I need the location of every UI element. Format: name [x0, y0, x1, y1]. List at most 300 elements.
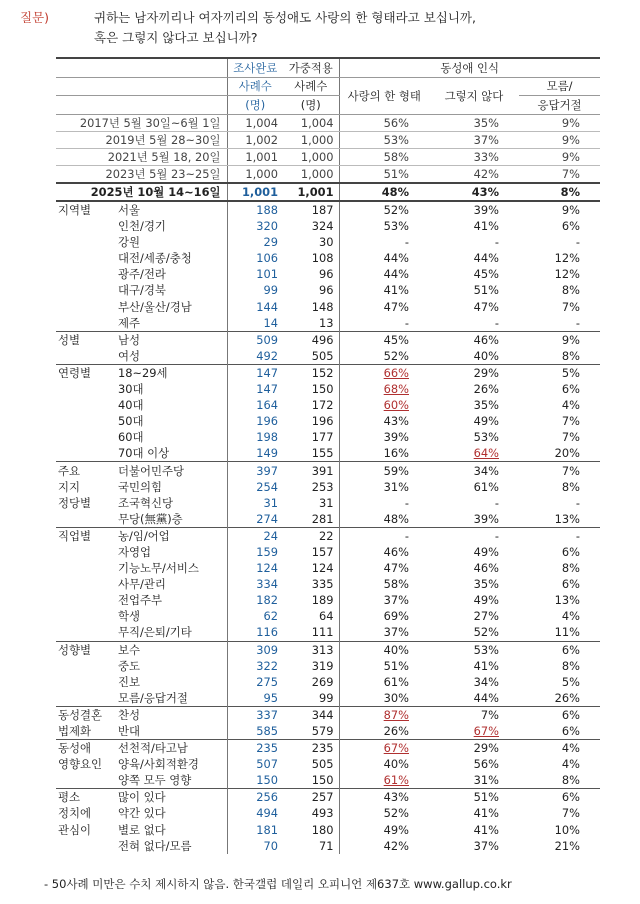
header-row-3 — [56, 96, 600, 115]
weighted-count: 157 — [311, 544, 334, 559]
pct-love-value: 44% — [383, 251, 409, 266]
pct-not-value: 51% — [473, 283, 499, 298]
group-label — [56, 299, 116, 315]
table-row — [56, 479, 600, 495]
pct-love — [339, 331, 429, 348]
pct-love — [339, 397, 429, 413]
sample-count: 1,002 — [227, 131, 283, 148]
pct-dk: 7% — [519, 462, 600, 479]
pct-dk: 26% — [554, 690, 580, 705]
row-name: 많이 있다 — [116, 789, 227, 806]
row-name: 60대 — [118, 430, 144, 445]
sample-count: 235 — [227, 740, 283, 757]
row-name: 대구/경북 — [118, 283, 166, 298]
pct-love — [339, 723, 429, 740]
pct-dk: 7% — [561, 430, 580, 445]
weighted-count: 30 — [319, 235, 334, 250]
pct-love — [339, 315, 429, 332]
row-name: 무직/은퇴/기타 — [118, 625, 192, 640]
group-label: 직업별 — [56, 527, 116, 544]
pct-not-value: 49% — [473, 414, 499, 429]
pct-love-value: - — [404, 315, 409, 330]
weighted-count: 344 — [283, 706, 339, 723]
sample-count: 198 — [227, 429, 283, 445]
pct-not — [429, 413, 519, 429]
pct-not — [429, 348, 519, 365]
pct-love — [339, 822, 429, 838]
group-label — [56, 658, 116, 674]
sample-count: 1,004 — [227, 114, 283, 131]
group-label: 동성애 — [56, 740, 116, 757]
pct-love — [339, 299, 429, 315]
trend-period: 2017년 5월 30일~6월 1일 — [56, 114, 227, 131]
table-row — [56, 690, 600, 707]
table-row — [56, 772, 600, 789]
group-label — [56, 544, 116, 560]
sample-count: 29 — [227, 234, 283, 250]
sample-count: 150 — [227, 772, 283, 789]
pct-love-value: 49% — [383, 822, 409, 837]
pct-love — [339, 674, 429, 690]
group-label — [56, 234, 116, 250]
table-row — [56, 299, 600, 315]
row-name: 약간 있다 — [118, 806, 166, 821]
sample-count: 147 — [227, 364, 283, 381]
pct-dk: 13% — [554, 593, 580, 608]
pct-dk: 9% — [561, 203, 580, 218]
weighted-count: 108 — [311, 251, 334, 266]
sample-count: 164 — [227, 397, 283, 413]
pct-love-value: 45% — [383, 332, 409, 347]
pct-love — [339, 445, 429, 462]
pct-dk: 7% — [561, 414, 580, 429]
pct-dk: 8% — [561, 658, 580, 673]
pct-dk: 8% — [561, 348, 580, 363]
question-block — [20, 8, 630, 48]
pct-dk: 6% — [561, 544, 580, 559]
pct-not — [429, 479, 519, 495]
total-row — [56, 183, 600, 201]
group-label — [56, 511, 116, 528]
pct-not — [429, 331, 519, 348]
pct-not — [429, 299, 519, 315]
weighted-count: 22 — [283, 527, 339, 544]
pct-dk: 12% — [554, 251, 580, 266]
sample-count: 31 — [227, 495, 283, 511]
pct-love-value: 43% — [383, 790, 409, 805]
pct-love-value: 42% — [383, 838, 409, 853]
pct-dk: 7% — [561, 299, 580, 314]
pct-not — [429, 397, 519, 413]
sample-count: 149 — [227, 445, 283, 462]
header-weighted: 가중적용 — [283, 58, 339, 77]
sample-count: 144 — [227, 299, 283, 315]
group-label: 지역별 — [58, 203, 92, 218]
row-name: 기능노무/서비스 — [118, 561, 199, 576]
pct-love-value: 68% — [383, 382, 409, 397]
pct-not — [429, 624, 519, 641]
weighted-count: 1,000 — [283, 148, 339, 165]
sample-count: 507 — [227, 756, 283, 772]
header-row-1 — [56, 58, 600, 77]
pct-not — [429, 364, 519, 381]
group-label: 주요 — [56, 462, 116, 479]
pct-love — [339, 413, 429, 429]
pct-not-value: 44% — [473, 251, 499, 266]
pct-love — [339, 429, 429, 445]
row-name: 더불어민주당 — [116, 462, 227, 479]
trend-period: 2019년 5월 28~30일 — [56, 131, 227, 148]
pct-dk: 7% — [561, 806, 580, 821]
pct-not-value: 45% — [473, 267, 499, 282]
trend-row — [56, 114, 600, 131]
weighted-count: 189 — [311, 593, 334, 608]
table-row — [56, 756, 600, 772]
sample-count: 14 — [227, 315, 283, 332]
table-row — [56, 624, 600, 641]
pct-dk: 8% — [519, 183, 600, 201]
pct-love-value: 61% — [383, 674, 409, 689]
pct-not — [429, 218, 519, 234]
weighted-count: 253 — [311, 479, 334, 494]
row-name: 70대 이상 — [118, 446, 170, 461]
pct-love — [339, 624, 429, 641]
pct-love — [339, 592, 429, 608]
table-row — [56, 429, 600, 445]
pct-not — [429, 608, 519, 624]
pct-love-value: 39% — [383, 430, 409, 445]
pct-love-value: 53% — [383, 219, 409, 234]
group-label — [56, 381, 116, 397]
pct-dk: 8% — [561, 479, 580, 494]
group-label: 정치에 — [58, 806, 92, 821]
group-label: 법제화 — [58, 724, 92, 739]
table-row — [56, 544, 600, 560]
question-line-1: 귀하는 남자끼리나 여자끼리의 동성애도 사랑의 한 형태라고 보십니까, — [94, 10, 476, 25]
group-label — [56, 282, 116, 298]
pct-love — [339, 381, 429, 397]
row-name: 30대 — [118, 382, 144, 397]
group-label — [56, 348, 116, 365]
pct-love-value: 51% — [383, 658, 409, 673]
weighted-count: 124 — [311, 561, 334, 576]
row-name: 선천적/타고남 — [116, 740, 227, 757]
pct-not-value: - — [494, 235, 499, 250]
pct-love-value: - — [404, 528, 409, 543]
pct-love — [339, 364, 429, 381]
pct-love-value: 47% — [383, 561, 409, 576]
group-label — [56, 266, 116, 282]
row-name: 40대 — [118, 398, 144, 413]
row-name: 광주/전라 — [118, 267, 166, 282]
pct-love — [339, 560, 429, 576]
pct-love — [339, 838, 429, 854]
pct-not-value: 46% — [473, 332, 499, 347]
weighted-count: 31 — [319, 495, 334, 510]
table-row — [56, 462, 600, 479]
pct-not: 33% — [429, 148, 519, 165]
table-row — [56, 723, 600, 740]
sample-count: 181 — [227, 822, 283, 838]
weighted-count: 99 — [319, 690, 334, 705]
weighted-count: 281 — [311, 511, 334, 526]
table-row — [56, 413, 600, 429]
pct-not — [429, 789, 519, 806]
pct-love — [339, 250, 429, 266]
pct-love — [339, 266, 429, 282]
header-col-dk-2: 응답거절 — [519, 96, 600, 115]
weighted-count: 1,000 — [283, 131, 339, 148]
row-name: 대전/세종/충청 — [118, 251, 192, 266]
pct-dk: 5% — [561, 674, 580, 689]
pct-dk: - — [575, 235, 580, 250]
sample-count: 106 — [227, 250, 283, 266]
weighted-count: 493 — [311, 806, 334, 821]
row-name: 농/임/어업 — [116, 527, 227, 544]
sample-count: 147 — [227, 381, 283, 397]
header-unit-1: (명) — [227, 96, 283, 115]
row-name: 중도 — [118, 658, 141, 673]
table-row — [56, 576, 600, 592]
weighted-count: 96 — [319, 267, 334, 282]
sample-count: 254 — [227, 479, 283, 495]
pct-not-value: 64% — [473, 446, 499, 461]
pct-love-value: 31% — [383, 479, 409, 494]
pct-love: 56% — [339, 114, 429, 131]
pct-love-value: 37% — [383, 593, 409, 608]
row-name: 여성 — [118, 348, 141, 363]
pct-not-value: 31% — [473, 773, 499, 788]
question-line-2: 혹은 그렇지 않다고 보십니까? — [94, 30, 258, 45]
trend-period: 2021년 5월 18, 20일 — [56, 148, 227, 165]
header-col-not: 그렇지 않다 — [429, 77, 519, 114]
table-row — [56, 527, 600, 544]
pct-not-value: 7% — [480, 707, 499, 722]
weighted-count: 152 — [283, 364, 339, 381]
pct-not — [429, 740, 519, 757]
pct-not — [429, 772, 519, 789]
weighted-count: 180 — [311, 822, 334, 837]
group-label — [56, 576, 116, 592]
pct-love — [339, 348, 429, 365]
header-cases-2: 사례수 — [283, 77, 339, 96]
pct-love-value: 40% — [383, 757, 409, 772]
row-name: 조국혁신당 — [118, 495, 174, 510]
pct-love-value: - — [404, 235, 409, 250]
pct-not — [429, 315, 519, 332]
weighted-count: 505 — [311, 757, 334, 772]
pct-not-value: 41% — [473, 822, 499, 837]
pct-love — [339, 756, 429, 772]
table-row — [56, 250, 600, 266]
pct-not — [429, 576, 519, 592]
row-name: 보수 — [116, 641, 227, 658]
row-name: 사무/관리 — [118, 577, 166, 592]
sample-count: 95 — [227, 690, 283, 707]
pct-love-value: 67% — [383, 741, 409, 756]
pct-not-value: 49% — [473, 593, 499, 608]
weighted-count: 71 — [319, 838, 334, 853]
row-name: 양쪽 모두 영향 — [118, 773, 192, 788]
group-label — [56, 445, 116, 462]
group-label: 동성결혼 — [56, 706, 116, 723]
pct-not — [429, 282, 519, 298]
header-group: 동성애 인식 — [339, 58, 600, 77]
weighted-count: 150 — [311, 382, 334, 397]
pct-not-value: 29% — [473, 365, 499, 380]
table-row — [56, 740, 600, 757]
pct-dk: 8% — [561, 561, 580, 576]
pct-love-value: 52% — [383, 348, 409, 363]
sample-count: 62 — [227, 608, 283, 624]
weighted-count: 13 — [319, 315, 334, 330]
sample-count: 116 — [227, 624, 283, 641]
pct-dk: 11% — [554, 625, 580, 640]
table-row — [56, 315, 600, 332]
pct-love — [339, 544, 429, 560]
sample-count: 188 — [227, 201, 283, 218]
pct-love: 51% — [339, 165, 429, 183]
pct-not — [429, 527, 519, 544]
row-name: 50대 — [118, 414, 144, 429]
group-label — [56, 674, 116, 690]
sample-count: 1,001 — [227, 148, 283, 165]
pct-not — [429, 495, 519, 511]
weighted-count: 235 — [283, 740, 339, 757]
header-unit-2: (명) — [283, 96, 339, 115]
pct-love — [339, 608, 429, 624]
pct-not — [429, 690, 519, 707]
group-label — [56, 397, 116, 413]
group-label: 영향요인 — [58, 757, 103, 772]
pct-dk: 4% — [519, 740, 600, 757]
pct-not-value: 52% — [473, 625, 499, 640]
pct-dk: 10% — [554, 822, 580, 837]
trend-period: 2023년 5월 23~25일 — [56, 165, 227, 183]
pct-love-value: 48% — [383, 511, 409, 526]
table-row — [56, 445, 600, 462]
pct-not-value: 47% — [473, 299, 499, 314]
sample-count: 309 — [227, 641, 283, 658]
pct-dk: 9% — [519, 331, 600, 348]
pct-not-value: - — [494, 315, 499, 330]
weighted-count: 324 — [311, 219, 334, 234]
group-label — [56, 560, 116, 576]
pct-dk: 6% — [561, 382, 580, 397]
pct-dk: 6% — [561, 577, 580, 592]
weighted-count: 150 — [311, 773, 334, 788]
pct-dk: 5% — [519, 364, 600, 381]
pct-not — [429, 381, 519, 397]
group-label — [56, 838, 116, 854]
pct-love — [339, 740, 429, 757]
header-cases-1: 사례수 — [227, 77, 283, 96]
pct-love-value: 52% — [383, 806, 409, 821]
pct-not-value: 61% — [473, 479, 499, 494]
table-row — [56, 381, 600, 397]
question-label: 질문) — [20, 10, 50, 25]
pct-love-value: 43% — [383, 414, 409, 429]
pct-not-value: 40% — [473, 348, 499, 363]
table-row — [56, 282, 600, 298]
weighted-count: 96 — [319, 283, 334, 298]
pct-love: 53% — [339, 131, 429, 148]
sample-count: 585 — [227, 723, 283, 740]
table-row — [56, 266, 600, 282]
pct-love — [339, 479, 429, 495]
pct-love-value: 59% — [383, 463, 409, 478]
weighted-count: 257 — [283, 789, 339, 806]
pct-dk: - — [575, 315, 580, 330]
pct-not — [429, 266, 519, 282]
pct-love-value: 40% — [383, 642, 409, 657]
weighted-count: 319 — [311, 658, 334, 673]
pct-love-value: 37% — [383, 625, 409, 640]
pct-love — [339, 805, 429, 821]
footnote: - 50사례 미만은 수치 제시하지 않음. 한국갤럽 데일리 오피니언 제637호 www.gallup.co.kr — [44, 877, 512, 891]
sample-count: 99 — [227, 282, 283, 298]
pct-dk: - — [519, 527, 600, 544]
pct-love-value: 61% — [383, 773, 409, 788]
row-name: 18~29세 — [116, 364, 227, 381]
sample-count: 275 — [227, 674, 283, 690]
group-label: 성별 — [56, 331, 116, 348]
header-row-2 — [56, 77, 600, 96]
pct-dk: 20% — [554, 446, 580, 461]
pct-not-value: 26% — [473, 382, 499, 397]
pct-not — [429, 592, 519, 608]
table-row — [56, 364, 600, 381]
pct-not-value: 51% — [473, 790, 499, 805]
pct-love-value: 44% — [383, 267, 409, 282]
table-row — [56, 560, 600, 576]
weighted-count: 177 — [311, 430, 334, 445]
group-label: 정당별 — [58, 495, 92, 510]
total-period: 2025년 10월 14~16일 — [56, 183, 227, 201]
pct-not-value: 67% — [473, 724, 499, 739]
weighted-count: 187 — [311, 203, 334, 218]
pct-love-value: 58% — [383, 577, 409, 592]
pct-not — [429, 560, 519, 576]
sample-count: 337 — [227, 706, 283, 723]
row-name: 인천/경기 — [118, 219, 166, 234]
pct-love — [339, 462, 429, 479]
pct-love-value: 30% — [383, 690, 409, 705]
weighted-count: 155 — [311, 446, 334, 461]
pct-love — [339, 282, 429, 298]
weighted-count: 269 — [311, 674, 334, 689]
weighted-count: 579 — [311, 724, 334, 739]
sample-count: 334 — [227, 576, 283, 592]
pct-not: 35% — [429, 114, 519, 131]
pct-love — [339, 789, 429, 806]
pct-not — [429, 838, 519, 854]
pct-not — [429, 250, 519, 266]
pct-dk: 8% — [561, 283, 580, 298]
row-name: 전혀 없다/모름 — [118, 838, 192, 853]
pct-not-value: 34% — [473, 463, 499, 478]
pct-love-value: 46% — [383, 544, 409, 559]
sample-count: 494 — [227, 805, 283, 821]
table-row — [56, 822, 600, 838]
pct-love — [339, 576, 429, 592]
pct-love-value: 66% — [383, 365, 409, 380]
pct-dk: 6% — [519, 789, 600, 806]
pct-dk: 9% — [519, 114, 600, 131]
pct-dk: 8% — [561, 773, 580, 788]
group-label: 지지 — [58, 479, 81, 494]
pct-love — [339, 641, 429, 658]
